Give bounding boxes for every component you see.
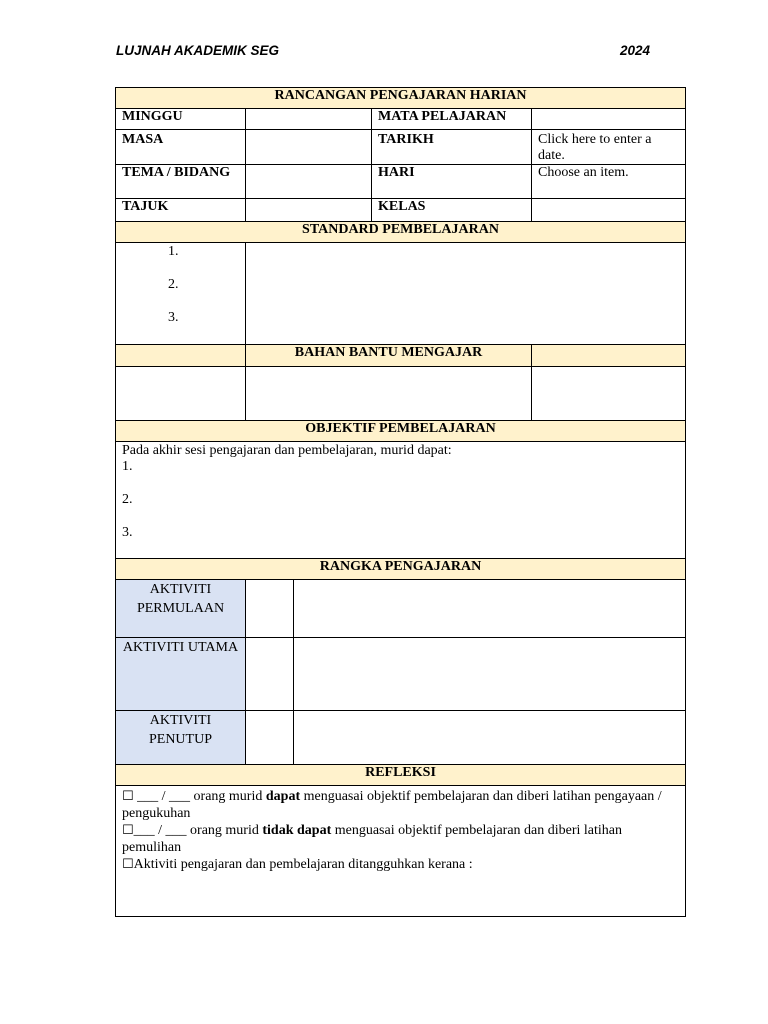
activity-utama-label: AKTIVITI UTAMA bbox=[116, 638, 246, 711]
bbm-cell-1[interactable] bbox=[116, 367, 246, 421]
bbm-heading-blank-left bbox=[116, 345, 246, 367]
value-masa[interactable] bbox=[246, 130, 372, 165]
header-organization: LUJNAH AKADEMIK SEG bbox=[116, 43, 280, 58]
activity-penutup-time[interactable] bbox=[246, 711, 294, 765]
value-tema-bidang[interactable] bbox=[246, 165, 372, 199]
bbm-cell-3[interactable] bbox=[532, 367, 686, 421]
bbm-heading: BAHAN BANTU MENGAJAR bbox=[246, 345, 532, 367]
lesson-plan-table bbox=[115, 87, 686, 917]
checkbox-icon[interactable]: ☐ bbox=[122, 823, 134, 838]
standard-content[interactable] bbox=[246, 243, 686, 345]
bbm-heading-blank-right bbox=[532, 345, 686, 367]
value-kelas[interactable] bbox=[532, 199, 686, 222]
label-hari: HARI bbox=[372, 165, 532, 199]
activity-permulaan-label: AKTIVITI PERMULAAN bbox=[116, 580, 246, 638]
bbm-cell-2[interactable] bbox=[246, 367, 532, 421]
refleksi-line-postponed: ☐Aktiviti pengajaran dan pembelajaran ditangguhkan kerana : bbox=[122, 857, 473, 872]
label-masa: MASA bbox=[116, 130, 246, 165]
objektif-heading: OBJEKTIF PEMBELAJARAN bbox=[116, 421, 686, 442]
day-dropdown[interactable]: Choose an item. bbox=[532, 165, 686, 199]
refleksi-heading: REFLEKSI bbox=[116, 765, 686, 786]
label-tema-bidang: TEMA / BIDANG bbox=[116, 165, 246, 199]
activity-utama-time[interactable] bbox=[246, 638, 294, 711]
objektif-intro: Pada akhir sesi pengajaran dan pembelajaran, murid dapat: bbox=[122, 443, 452, 458]
rangka-heading: RANGKA PENGAJARAN bbox=[116, 559, 686, 580]
standard-numbers bbox=[116, 243, 246, 345]
list-item: 3. bbox=[168, 310, 179, 325]
refleksi-line-not-mastered: ☐___ / ___ orang murid tidak dapat menguasai objektif pembelajaran dan diberi latihan pemulihan bbox=[122, 823, 623, 855]
standard-heading: STANDARD PEMBELAJARAN bbox=[116, 222, 686, 243]
title-heading: RANCANGAN PENGAJARAN HARIAN bbox=[116, 88, 686, 109]
list-item: 3. bbox=[122, 525, 133, 540]
activity-penutup-label: AKTIVITI PENUTUP bbox=[116, 711, 246, 765]
date-picker-field[interactable]: Click here to enter a date. bbox=[532, 130, 686, 165]
label-minggu: MINGGU bbox=[116, 109, 246, 130]
value-mata-pelajaran[interactable] bbox=[532, 109, 686, 130]
list-item: 1. bbox=[168, 244, 179, 259]
list-item: 2. bbox=[168, 277, 179, 292]
label-kelas: KELAS bbox=[372, 199, 532, 222]
refleksi-content bbox=[116, 786, 686, 917]
activity-permulaan-time[interactable] bbox=[246, 580, 294, 638]
activity-utama-content[interactable] bbox=[294, 638, 686, 711]
list-item: 1. bbox=[122, 459, 133, 474]
objektif-content[interactable] bbox=[116, 442, 686, 559]
list-item: 2. bbox=[122, 492, 133, 507]
header-year: 2024 bbox=[620, 43, 651, 58]
label-tajuk: TAJUK bbox=[116, 199, 246, 222]
activity-permulaan-content[interactable] bbox=[294, 580, 686, 638]
value-minggu[interactable] bbox=[246, 109, 372, 130]
checkbox-icon[interactable]: ☐ bbox=[122, 857, 134, 872]
refleksi-line-mastered: ☐ ___ / ___ orang murid dapat menguasai objektif pembelajaran dan diberi latihan pengayaan / pengukuhan bbox=[122, 789, 662, 821]
value-tajuk[interactable] bbox=[246, 199, 372, 222]
checkbox-icon[interactable]: ☐ bbox=[122, 789, 134, 804]
label-tarikh: TARIKH bbox=[372, 130, 532, 165]
activity-penutup-content[interactable] bbox=[294, 711, 686, 765]
label-mata-pelajaran: MATA PELAJARAN bbox=[372, 109, 532, 130]
